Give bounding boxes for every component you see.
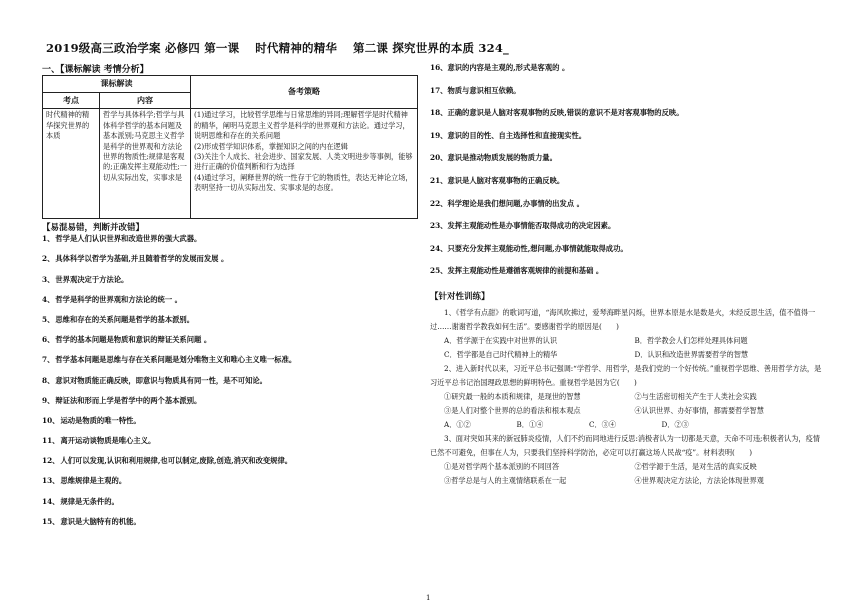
topic-cell: 时代精神的精华探究世界的本质 xyxy=(43,109,100,219)
question-2-options xyxy=(430,418,734,432)
judge-item xyxy=(42,496,418,516)
judge-item xyxy=(42,455,418,475)
judge-item xyxy=(430,130,825,153)
judge-item-number: 5、 xyxy=(42,314,55,324)
judge-item-number: 7、 xyxy=(42,355,55,365)
statement-1: ①是对哲学两个基本派别的不同回答 xyxy=(444,461,560,471)
judge-item-text: 意识对物质能正确反映，即意识与物质具有同一性，是不可知论。 xyxy=(55,375,267,385)
judge-item-number: 17、 xyxy=(430,85,448,95)
judge-item xyxy=(430,62,825,85)
judge-item-number: 14、 xyxy=(42,496,60,506)
strategy-item: (1)通过学习，比较哲学思维与日常思维的异同;理解哲学是时代精神的精华，阐明马克思主义哲学是科学的世界观和方法论。通过学习，说明思维和存在的关系问题 xyxy=(194,110,410,141)
page-title: 2019级高三政治学案 必修四 第一课 时代精神的精华 第二课 探究世界的本质 324_ xyxy=(46,41,509,55)
judge-item-number: 22、 xyxy=(430,198,448,208)
judge-item-text: 意识的目的性、自主选择性和直接现实性。 xyxy=(447,130,587,140)
option-b: B．哲学教会人们怎样处理具体问题 xyxy=(634,335,748,345)
judge-item-text: 意识是推动物质发展的物质力量。 xyxy=(447,153,557,163)
judge-item xyxy=(42,314,418,334)
judge-item xyxy=(430,243,825,266)
statement-4: ④认识世界、办好事情，都需要哲学智慧 xyxy=(634,405,764,415)
judge-item xyxy=(42,415,418,435)
header-content: 内容 xyxy=(100,92,191,109)
question-1-options xyxy=(430,334,825,362)
judge-item xyxy=(430,152,825,175)
judge-item xyxy=(42,395,418,415)
judge-item-number: 6、 xyxy=(42,335,55,345)
judge-item-text: 哲学是人们认识世界和改造世界的强大武器。 xyxy=(55,234,202,244)
judge-item-number: 12、 xyxy=(42,456,60,466)
judge-item-text: 哲学是科学的世界观和方法论的统一 。 xyxy=(55,294,182,304)
statement-1: ①研究最一般的本质和规律，是现世的智慧 xyxy=(444,391,581,401)
page-number: 1 xyxy=(426,594,431,602)
judge-item-text: 具体科学以哲学为基础,并且随着哲学的发展而发展 。 xyxy=(55,254,229,264)
judge-item-number: 20、 xyxy=(430,153,448,163)
judge-item-number: 18、 xyxy=(430,108,448,118)
judge-item-text: 意识的内容是主观的,形式是客观的 。 xyxy=(447,63,570,72)
judge-item-number: 13、 xyxy=(42,476,60,486)
judge-item-number: 24、 xyxy=(430,243,448,253)
judge-item xyxy=(42,375,418,395)
statement-2: ②与生活密切相关产生于人类社会实践 xyxy=(634,391,757,401)
judge-item-text: 科学理论是我们想问题,办事情的出发点 。 xyxy=(447,198,584,208)
option-d: D．②③ xyxy=(661,419,689,429)
statement-4: ④世界观决定方法论，方法论体现世界观 xyxy=(634,475,764,485)
statement-2: ②哲学源于生活，是对生活的真实反映 xyxy=(634,461,757,471)
header-strategy: 备考策略 xyxy=(191,76,418,109)
section-title-judge: 【易混易错，判断并改错】 xyxy=(42,223,145,234)
strategy-item: (3)关注个人成长、社会进步、国家发展、人类文明进步等事例，能够进行正确的价值判断和行为选择 xyxy=(194,151,413,172)
question-1-stem: 1、《哲学有点甜》的歌词写道，“海风吹拂过，爱琴海畔星闪烁，世界本原是水是数是火，未经反思生活，值不值得一过……谢谢哲学教我如何生活”。要感谢哲学的原因是( ) xyxy=(430,307,816,331)
judge-item-number: 9、 xyxy=(42,395,55,405)
judge-item xyxy=(430,85,825,108)
judge-item-number: 21、 xyxy=(430,175,448,185)
judge-item-text: 只要充分发挥主观能动性,想问题,办事情就能取得成功。 xyxy=(447,243,628,253)
judge-item xyxy=(42,233,418,253)
judge-item-number: 1、 xyxy=(42,234,55,244)
option-b: B．①④ xyxy=(516,419,544,429)
judge-item-number: 23、 xyxy=(430,221,448,231)
judge-item-text: 运动是物质的唯一特性。 xyxy=(60,415,141,425)
strategy-cell xyxy=(191,109,418,219)
option-c: C．③④ xyxy=(589,419,617,429)
judge-item-text: 发挥主观能动性是办事情能否取得成功的决定因素。 xyxy=(447,221,616,231)
judge-item xyxy=(430,107,825,130)
judge-item-number: 10、 xyxy=(42,415,60,425)
column-divider xyxy=(424,62,425,592)
judge-item-text: 物质与意识相互依赖。 xyxy=(447,85,521,95)
option-a: A．①② xyxy=(444,419,471,429)
question-2-stem: 2、进入新时代以来，习近平总书记强调:“学哲学、用哲学，是我们党的一个好传统。”重视哲学思维、善用哲学方法，是习近平总书记治国理政思想的鲜明特色。重视哲学是因为它( ) xyxy=(430,363,822,387)
question-3-statements xyxy=(430,460,825,488)
judge-item-text: 哲学基本问题是思维与存在关系问题是划分唯物主义和唯心主义唯一标准。 xyxy=(55,355,297,365)
judge-item-number: 25、 xyxy=(430,266,448,276)
header-topic: 考点 xyxy=(43,92,100,109)
strategy-item: (4)通过学习，阐释世界的统一性存于它的物质性，表达无神论立场，表明坚持一切从实际出发、实事求是的态度。 xyxy=(194,172,413,193)
judge-item-number: 4、 xyxy=(42,294,55,304)
judge-item-text: 哲学的基本问题是物质和意识的辩证关系问题 。 xyxy=(55,335,212,345)
judge-list-left xyxy=(42,233,418,536)
section-title-standards: 一、【课标解读 考情分析】 xyxy=(42,65,149,75)
judge-item xyxy=(430,220,825,243)
strategy-item: (2)形成哲学知识体系，掌握知识之间的内在逻辑 xyxy=(194,141,348,151)
statement-3: ③哲学总是与人的主观情绪联系在一起 xyxy=(444,475,567,485)
judge-item xyxy=(42,475,418,495)
judge-item xyxy=(430,198,825,221)
judge-item xyxy=(42,435,418,455)
content-cell: 哲学与具体科学;哲学与具体科学哲学的基本问题及基本派别;马克思主义哲学是科学的世界观和方法论世界的物质性;规律是客观的;正确发挥主观能动性;一切从实际出发，实事求是 xyxy=(100,109,191,219)
judge-list-right xyxy=(430,62,825,288)
left-column xyxy=(42,62,418,536)
judge-item-number: 16、 xyxy=(430,63,448,72)
judge-item-text: 正确的意识是人脑对客观事物的反映,错误的意识不是对客观事物的反映。 xyxy=(447,108,684,118)
judge-item-number: 19、 xyxy=(430,130,448,140)
right-column xyxy=(430,62,825,488)
judge-item-text: 发挥主观能动性是遵循客观规律的前提和基础 。 xyxy=(447,266,604,276)
section-title-training: 【针对性训练】 xyxy=(430,291,490,302)
judge-item xyxy=(42,274,418,294)
judge-item-text: 意识是人脑对客观事物的正确反映。 xyxy=(447,175,565,185)
standards-table xyxy=(42,75,418,219)
judge-item-text: 世界观决定于方法论。 xyxy=(55,274,129,284)
question-2-statements xyxy=(430,390,825,418)
statement-3: ③是人们对整个世界的总的看法和根本观点 xyxy=(444,405,581,415)
judge-item-text: 辩证法和形而上学是哲学中的两个基本派别。 xyxy=(55,395,202,405)
judge-item xyxy=(42,354,418,374)
judge-item xyxy=(42,516,418,536)
judge-item xyxy=(430,175,825,198)
judge-item-number: 3、 xyxy=(42,274,55,284)
judge-item-text: 思维规律是主观的。 xyxy=(60,476,127,486)
judge-item-number: 8、 xyxy=(42,375,55,385)
option-a: A．哲学源于在实践中对世界的认识 xyxy=(444,335,558,345)
judge-item-number: 11、 xyxy=(42,436,60,446)
judge-item-text: 离开运动谈物质是唯心主义。 xyxy=(60,436,156,446)
option-c: C．哲学都是自己时代精神上的精华 xyxy=(444,349,558,359)
judge-item-text: 意识是大脑特有的机能。 xyxy=(60,516,141,526)
option-d: D．认识和改造世界需要哲学的智慧 xyxy=(634,349,749,359)
judge-item-text: 人们可以发现,认识和利用规律,也可以制定,废除,创造,消灭和改变规律。 xyxy=(60,456,293,466)
judge-item xyxy=(42,253,418,273)
judge-item-number: 15、 xyxy=(42,516,60,526)
judge-item xyxy=(42,294,418,314)
judge-item-text: 规律是无条件的。 xyxy=(60,496,119,506)
judge-item xyxy=(42,334,418,354)
header-standard: 课标解读 xyxy=(43,76,191,93)
judge-item xyxy=(430,265,825,288)
judge-item-text: 思维和存在的关系问题是哲学的基本派别。 xyxy=(55,314,195,324)
judge-item-number: 2、 xyxy=(42,254,55,264)
question-3-stem: 3、面对突如其来的新冠肺炎疫情，人们不约而同地进行反思:消极者认为一切都是天意，天命不可违;积极者认为，疫情已然不可避免，但事在人为，只要我们坚持科学防治，必定可以打赢这场人民战“疫”。材料表明( ) xyxy=(430,433,820,457)
